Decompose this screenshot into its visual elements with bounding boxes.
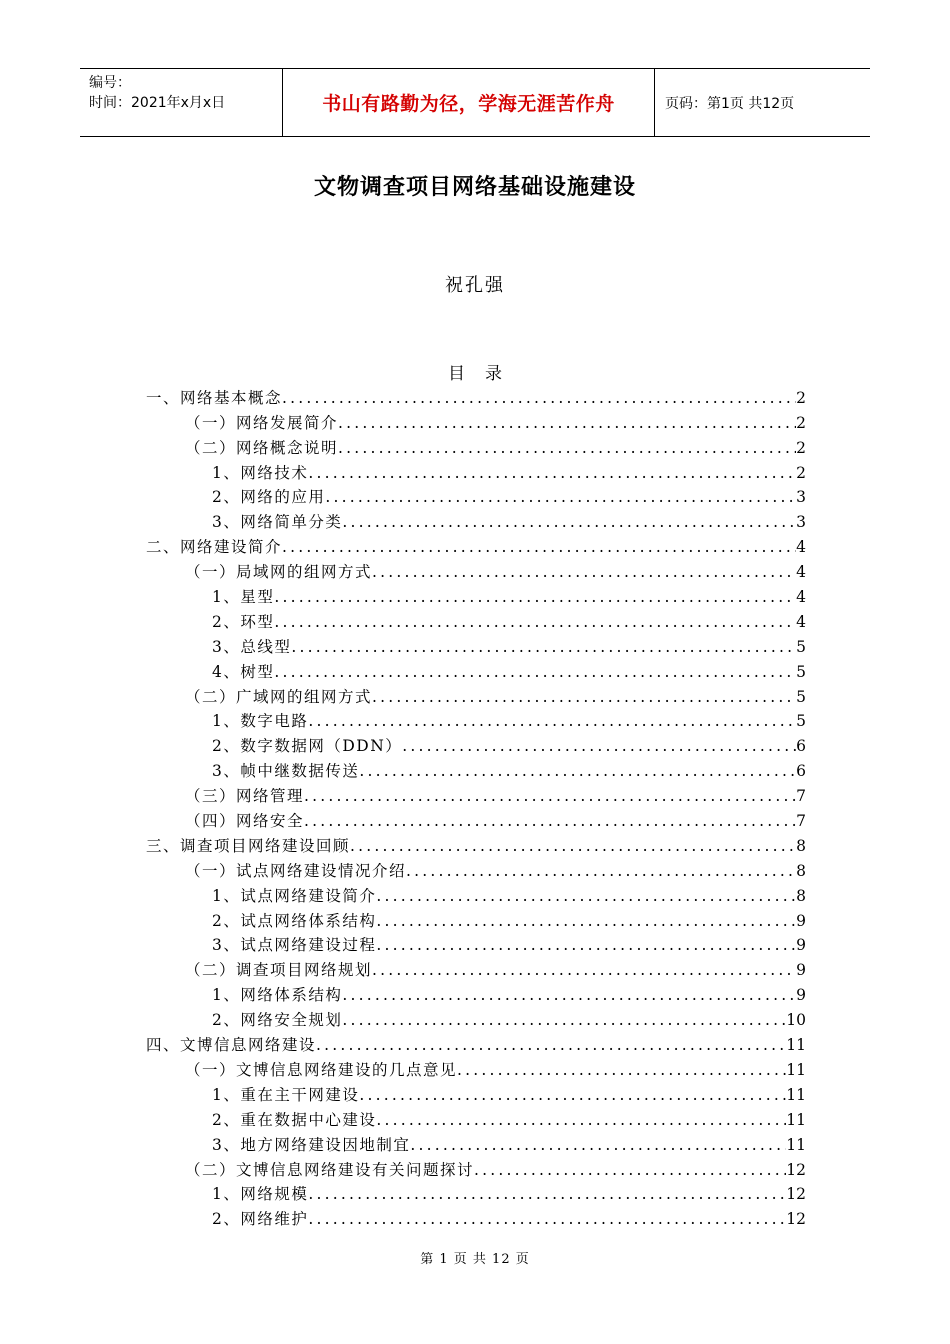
toc-entry[interactable]	[146, 732, 806, 757]
toc-entry-label: 三、调查项目网络建设回顾	[146, 836, 351, 855]
toc-entry-label: （一）试点网络建设情况介绍	[185, 861, 407, 880]
toc-entry-label: 3、网络简单分类	[212, 513, 343, 532]
toc-entry[interactable]	[146, 434, 806, 459]
toc-entry-page: 9	[796, 936, 806, 955]
toc-entry[interactable]	[146, 409, 806, 434]
toc-entry-label: （一）网络发展简介	[185, 413, 339, 432]
toc-entry-page: 12	[786, 1210, 806, 1229]
toc-entry-label: （三）网络管理	[185, 787, 305, 806]
toc-entry[interactable]	[146, 683, 806, 708]
toc-entry-label: （二）文博信息网络建设有关问题探讨	[185, 1160, 475, 1179]
toc-entry[interactable]	[146, 757, 806, 782]
toc-dot-leader	[376, 1109, 786, 1131]
toc-entry-page: 5	[796, 637, 806, 656]
toc-dot-leader	[342, 511, 796, 533]
header-meta	[80, 69, 282, 136]
toc-entry-page: 4	[796, 563, 806, 582]
toc-entry-label: 二、网络建设简介	[146, 538, 283, 557]
toc-entry[interactable]	[146, 484, 806, 509]
toc-heading: 目录	[448, 364, 522, 384]
toc-entry-page: 3	[796, 488, 806, 507]
toc-entry[interactable]	[146, 558, 806, 583]
toc-dot-leader	[376, 910, 796, 932]
toc-entry-page: 12	[786, 1160, 806, 1179]
toc-dot-leader	[406, 860, 796, 882]
toc-dot-leader	[338, 437, 796, 459]
toc-entry[interactable]	[146, 384, 806, 409]
toc-entry-page: 9	[796, 986, 806, 1005]
toc-entry-label: 2、网络维护	[212, 1210, 309, 1229]
toc-entry[interactable]	[146, 708, 806, 733]
toc-entry-page: 8	[796, 836, 806, 855]
toc-dot-leader	[410, 1134, 786, 1156]
toc-entry-label: 2、环型	[212, 612, 275, 631]
document-date-label: 时间：2021年x月x日	[89, 95, 226, 111]
toc-entry-label: 1、网络规模	[212, 1185, 309, 1204]
toc-entry[interactable]	[146, 1156, 806, 1181]
toc-entry-page: 11	[786, 1085, 806, 1104]
toc-dot-leader	[342, 984, 796, 1006]
toc-entry-label: 一、网络基本概念	[146, 388, 283, 407]
toc-entry-label: 4、树型	[212, 662, 275, 681]
toc-entry-label: 1、重在主干网建设	[212, 1085, 360, 1104]
toc-entry-page: 6	[796, 762, 806, 781]
toc-entry-page: 8	[796, 861, 806, 880]
toc-entry[interactable]	[146, 832, 806, 857]
toc-dot-leader	[282, 387, 796, 409]
toc-dot-leader	[376, 885, 796, 907]
toc-entry-page: 2	[796, 388, 806, 407]
toc-entry-page: 8	[796, 886, 806, 905]
toc-entry-page: 7	[796, 787, 806, 806]
toc-entry[interactable]	[146, 907, 806, 932]
toc-entry-label: （四）网络安全	[185, 812, 305, 831]
toc-entry-label: 四、文博信息网络建设	[146, 1036, 317, 1055]
toc-entry[interactable]	[146, 1205, 806, 1230]
toc-entry-page: 11	[786, 1135, 806, 1154]
toc-entry-page: 4	[796, 588, 806, 607]
toc-entry[interactable]	[146, 1181, 806, 1206]
toc-entry-page: 4	[796, 612, 806, 631]
toc-entry-page: 2	[796, 463, 806, 482]
toc-entry-label: 1、网络技术	[212, 463, 309, 482]
toc-entry[interactable]	[146, 1106, 806, 1131]
toc-entry[interactable]	[146, 508, 806, 533]
toc-entry-label: （一）文博信息网络建设的几点意见	[185, 1060, 458, 1079]
toc-entry-page: 11	[786, 1110, 806, 1129]
toc-entry-label: （一）局域网的组网方式	[185, 563, 373, 582]
header-motto: 书山有路勤为径，学海无涯苦作舟	[282, 69, 655, 136]
toc-dot-leader	[359, 1084, 786, 1106]
toc-entry-label: 3、总线型	[212, 637, 292, 656]
toc-entry-label: 1、试点网络建设简介	[212, 886, 377, 905]
toc-entry-page: 9	[796, 911, 806, 930]
toc-dot-leader	[282, 536, 796, 558]
toc-dot-leader	[372, 686, 796, 708]
toc-entry-page: 2	[796, 438, 806, 457]
toc-entry-label: 2、数字数据网（DDN）	[212, 737, 403, 756]
toc-dot-leader	[342, 1009, 786, 1031]
toc-entry-page: 6	[796, 737, 806, 756]
document-number-label: 编号：	[89, 75, 131, 91]
toc-entry-page: 2	[796, 413, 806, 432]
toc-entry-label: 3、帧中继数据传送	[212, 762, 360, 781]
toc-dot-leader	[376, 934, 796, 956]
toc-entry-page: 9	[796, 961, 806, 980]
toc-dot-leader	[372, 561, 796, 583]
toc-dot-leader	[274, 611, 796, 633]
toc-entry[interactable]	[146, 782, 806, 807]
toc-entry-label: 2、网络安全规划	[212, 1011, 343, 1030]
toc-entry-label: 1、星型	[212, 588, 275, 607]
toc-entry-page: 12	[786, 1185, 806, 1204]
toc-entry-page: 11	[786, 1060, 806, 1079]
toc-entry[interactable]	[146, 1056, 806, 1081]
toc-entry-page: 10	[786, 1011, 806, 1030]
toc-entry[interactable]	[146, 932, 806, 957]
toc-entry-page: 4	[796, 538, 806, 557]
toc-entry-label: 3、试点网络建设过程	[212, 936, 377, 955]
toc-dot-leader	[474, 1159, 786, 1181]
toc-dot-leader	[308, 710, 796, 732]
toc-entry-page: 5	[796, 662, 806, 681]
toc-dot-leader	[457, 1059, 786, 1081]
toc-entry[interactable]	[146, 857, 806, 882]
toc-entry[interactable]	[146, 1006, 806, 1031]
toc-dot-leader	[316, 1034, 786, 1056]
page-footer: 第 1 页 共 12 页	[420, 1252, 530, 1267]
toc-entry-label: （二）网络概念说明	[185, 438, 339, 457]
toc-entry-page: 7	[796, 812, 806, 831]
toc-entry-label: （二）广域网的组网方式	[185, 687, 373, 706]
page-header	[80, 68, 870, 137]
toc-entry[interactable]	[146, 807, 806, 832]
toc-entry[interactable]	[146, 658, 806, 683]
toc-entry-label: 2、网络的应用	[212, 488, 326, 507]
toc-dot-leader	[304, 810, 796, 832]
document-author: 祝孔强	[445, 275, 505, 296]
toc-dot-leader	[338, 412, 796, 434]
toc-entry-label: 2、重在数据中心建设	[212, 1110, 377, 1129]
toc-entry[interactable]	[146, 1081, 806, 1106]
header-page-info: 页码：第1页 共12页	[665, 95, 795, 112]
toc-dot-leader	[325, 486, 796, 508]
toc-entry-label: 1、数字电路	[212, 712, 309, 731]
toc-entry-label: 3、地方网络建设因地制宜	[212, 1135, 411, 1154]
toc-entry-page: 11	[786, 1036, 806, 1055]
toc-dot-leader	[402, 735, 796, 757]
toc-dot-leader	[274, 586, 796, 608]
toc-entry-label: 1、网络体系结构	[212, 986, 343, 1005]
toc-entry[interactable]	[146, 981, 806, 1006]
toc-entry[interactable]	[146, 956, 806, 981]
toc-entry[interactable]	[146, 882, 806, 907]
toc-entry[interactable]	[146, 459, 806, 484]
toc-entry-page: 5	[796, 712, 806, 731]
toc-entry[interactable]	[146, 633, 806, 658]
table-of-contents	[146, 384, 806, 1230]
toc-dot-leader	[304, 785, 796, 807]
toc-dot-leader	[308, 1183, 786, 1205]
toc-entry-page: 5	[796, 687, 806, 706]
toc-dot-leader	[359, 760, 796, 782]
toc-dot-leader	[350, 835, 796, 857]
toc-dot-leader	[308, 462, 796, 484]
toc-entry[interactable]	[146, 1031, 806, 1056]
toc-entry-label: （二）调查项目网络规划	[185, 961, 373, 980]
toc-entry-label: 2、试点网络体系结构	[212, 911, 377, 930]
toc-entry[interactable]	[146, 583, 806, 608]
toc-dot-leader	[308, 1208, 786, 1230]
toc-entry[interactable]	[146, 1131, 806, 1156]
toc-dot-leader	[372, 959, 796, 981]
toc-entry[interactable]	[146, 533, 806, 558]
toc-dot-leader	[291, 636, 796, 658]
toc-dot-leader	[274, 661, 796, 683]
document-title: 文物调查项目网络基础设施建设	[313, 175, 636, 200]
toc-entry-page: 3	[796, 513, 806, 532]
toc-entry[interactable]	[146, 608, 806, 633]
